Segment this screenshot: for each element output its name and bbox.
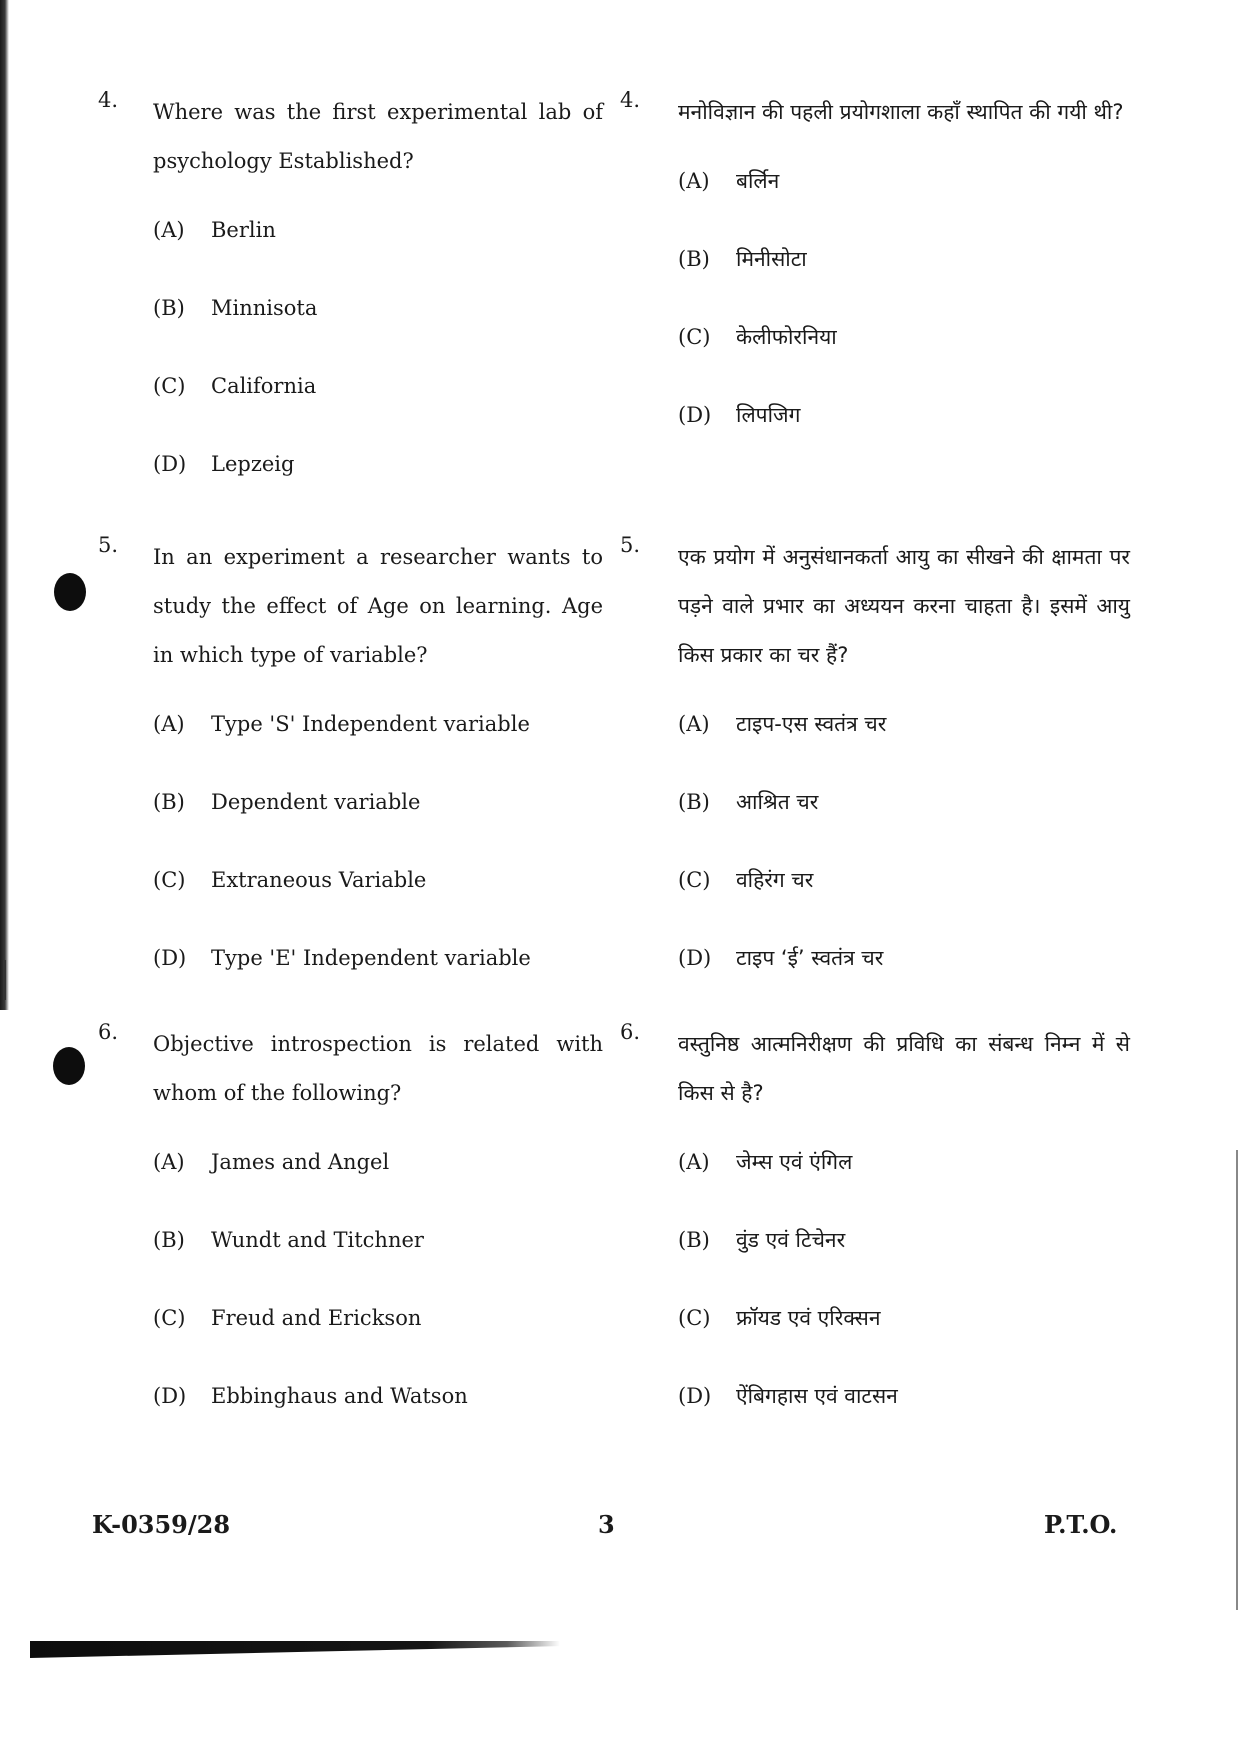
question-stem: Objective introspection is related with whom of the following?	[153, 1032, 603, 1105]
option-c	[153, 1279, 603, 1357]
question-stem: एक प्रयोग में अनुसंधानकर्ता आयु का सीखने की क्षामता पर पड़ने वाले प्रभार का अध्ययन करना चाहता है। इसमें आयु किस प्रकार का चर हैं?	[678, 545, 1130, 667]
option-text: आश्रित चर	[736, 790, 819, 814]
option-label: (A)	[153, 712, 185, 736]
option-label: (B)	[153, 790, 185, 814]
option-c	[678, 298, 1130, 376]
option-c	[678, 841, 1130, 919]
option-b	[153, 1201, 603, 1279]
option-text: Berlin	[211, 218, 276, 242]
option-text: California	[211, 374, 317, 398]
option-label: (C)	[153, 374, 186, 398]
question-number: 5.	[98, 533, 119, 557]
option-b	[678, 1201, 1130, 1279]
option-label: (D)	[153, 946, 187, 970]
option-b	[153, 763, 603, 841]
option-text: Lepzeig	[211, 452, 295, 476]
question-number: 6.	[620, 1020, 641, 1044]
option-d	[678, 919, 1130, 997]
option-label: (C)	[678, 325, 711, 349]
option-label: (C)	[678, 868, 711, 892]
options-list	[98, 1123, 603, 1435]
option-label: (B)	[153, 1228, 185, 1252]
page-footer	[0, 1510, 1241, 1550]
option-a	[153, 685, 603, 763]
options-list	[620, 142, 1130, 454]
question-stem: In an experiment a researcher wants to study the effect of Age on learning. Age in which type of variable?	[153, 545, 603, 667]
punch-hole-mark	[54, 573, 86, 611]
option-label: (A)	[678, 712, 710, 736]
options-list	[620, 685, 1130, 997]
option-a	[678, 142, 1130, 220]
option-c	[678, 1279, 1130, 1357]
question-stem: मनोविज्ञान की पहली प्रयोगशाला कहाँ स्थापित की गयी थी?	[678, 100, 1124, 124]
english-column	[98, 88, 603, 1435]
option-label: (C)	[153, 868, 186, 892]
option-text: Extraneous Variable	[211, 868, 427, 892]
option-text: फ्रॉयड एवं एरिक्सन	[736, 1306, 881, 1330]
question-number: 4.	[98, 88, 119, 112]
question-4-hi	[620, 88, 1130, 533]
option-label: (B)	[678, 790, 710, 814]
option-text: ऐंबिगहास एवं वाटसन	[736, 1384, 898, 1408]
option-a	[678, 1123, 1130, 1201]
option-a	[153, 1123, 603, 1201]
option-label: (D)	[678, 1384, 712, 1408]
paper-code: K-0359/28	[92, 1510, 231, 1539]
option-label: (A)	[678, 1150, 710, 1174]
question-6-en	[98, 1020, 603, 1435]
question-number: 6.	[98, 1020, 119, 1044]
scan-edge-bottom	[30, 1641, 560, 1658]
please-turn-over: P.T.O.	[1044, 1510, 1118, 1539]
option-d	[153, 425, 603, 503]
option-label: (D)	[678, 946, 712, 970]
option-d	[678, 1357, 1130, 1435]
option-text: लिपजिग	[736, 403, 801, 427]
option-d	[678, 376, 1130, 454]
option-label: (C)	[153, 1306, 186, 1330]
option-b	[678, 220, 1130, 298]
option-text: मिनीसोटा	[736, 247, 807, 271]
page-number: 3	[598, 1510, 615, 1539]
question-stem: वस्तुनिष्ठ आत्मनिरीक्षण की प्रविधि का संबन्ध निम्न में से किस से है?	[678, 1032, 1130, 1105]
hindi-column	[620, 88, 1130, 1435]
option-text: केलीफोरनिया	[736, 325, 837, 349]
option-text: वहिरंग चर	[736, 868, 814, 892]
option-text: Freud and Erickson	[211, 1306, 422, 1330]
option-label: (D)	[153, 1384, 187, 1408]
question-4-en	[98, 88, 603, 533]
question-5-hi	[620, 533, 1130, 1020]
option-text: Wundt and Titchner	[211, 1228, 424, 1252]
scan-edge-left-mark	[3, 960, 6, 1000]
option-text: बर्लिन	[736, 169, 780, 193]
option-text: Dependent variable	[211, 790, 421, 814]
options-list	[98, 685, 603, 997]
option-label: (C)	[678, 1306, 711, 1330]
option-label: (B)	[678, 1228, 710, 1252]
option-d	[153, 919, 603, 997]
option-text: Ebbinghaus and Watson	[211, 1384, 468, 1408]
option-text: टाइप-एस स्वतंत्र चर	[736, 712, 887, 736]
option-text: Type 'E' Independent variable	[211, 946, 531, 970]
option-label: (B)	[153, 296, 185, 320]
question-stem: Where was the first experimental lab of psychology Established?	[153, 100, 603, 173]
option-label: (A)	[153, 1150, 185, 1174]
question-6-hi	[620, 1020, 1130, 1435]
option-a	[678, 685, 1130, 763]
option-text: James and Angel	[211, 1150, 390, 1174]
scan-edge-left	[0, 0, 9, 1010]
question-number: 4.	[620, 88, 641, 112]
option-a	[153, 191, 603, 269]
question-number: 5.	[620, 533, 641, 557]
option-label: (A)	[678, 169, 710, 193]
option-b	[153, 269, 603, 347]
option-c	[153, 841, 603, 919]
option-text: टाइप ‘ई’ स्वतंत्र चर	[736, 946, 884, 970]
option-label: (D)	[153, 452, 187, 476]
option-label: (A)	[153, 218, 185, 242]
option-label: (B)	[678, 247, 710, 271]
question-5-en	[98, 533, 603, 1020]
option-text: जेम्स एवं एंगिल	[736, 1150, 853, 1174]
option-text: वुंड एवं टिचेनर	[736, 1228, 846, 1252]
option-text: Type 'S' Independent variable	[211, 712, 530, 736]
options-list	[620, 1123, 1130, 1435]
option-b	[678, 763, 1130, 841]
option-d	[153, 1357, 603, 1435]
option-label: (D)	[678, 403, 712, 427]
option-text: Minnisota	[211, 296, 318, 320]
option-c	[153, 347, 603, 425]
punch-hole-mark	[53, 1047, 85, 1085]
options-list	[98, 191, 603, 503]
